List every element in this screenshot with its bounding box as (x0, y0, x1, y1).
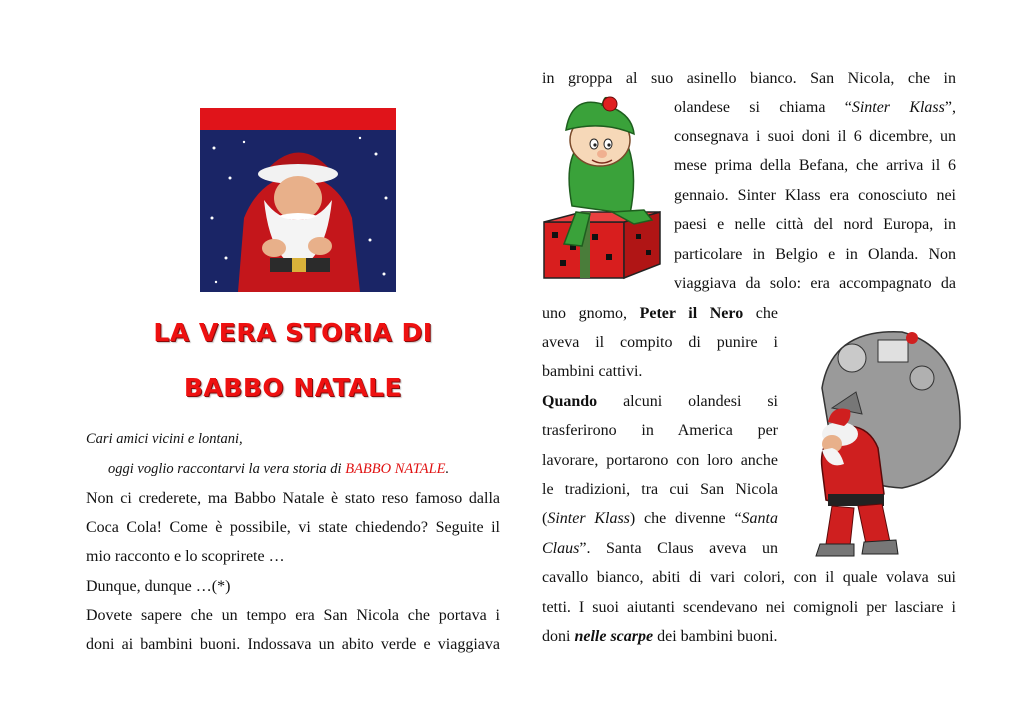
left-line: Non ci crederete, ma Babbo Natale è stato reso famoso dalla (86, 490, 500, 507)
right-line-17-b: ”. Santa Claus aveva un (579, 540, 778, 557)
right-line-9 (542, 299, 778, 328)
right-line-4: mese prima della Befana, che arriva il 6 (674, 157, 956, 174)
right-line-6: paesi e nelle città del nord Europa, in (674, 216, 956, 233)
elf-on-gift-image (542, 94, 662, 286)
right-line-5: gennaio. Sinter Klass era conosciuto nei (674, 187, 956, 204)
left-body-text (86, 484, 500, 659)
intro-lead-suffix: . (445, 461, 450, 477)
right-line-1: in groppa al suo asinello bianco. San Nicola, che in (542, 70, 956, 87)
left-line: Dunque, dunque …(*) (86, 577, 231, 595)
right-line-20 (542, 622, 956, 651)
right-line-12 (542, 387, 778, 416)
right-line-8: viaggiava da solo: era accompagnato da (674, 275, 956, 292)
right-line-10: aveva il compito di punire i (542, 334, 778, 351)
right-line-18: cavallo bianco, abiti di vari colori, con il quale volava sui (542, 569, 956, 586)
right-line-16-italic: Sinter Klass (547, 510, 630, 527)
santa-portrait-image (200, 108, 396, 292)
right-line-12-c: alcuni olandesi si (597, 393, 778, 410)
intro-lead (108, 455, 500, 484)
right-line-16-a: ( (542, 510, 548, 527)
right-line-20-c: dei bambini buoni. (653, 628, 778, 645)
right-line-17-italic: Claus (542, 540, 580, 557)
left-line: doni ai bambini buoni. Indossava un abito verde e viaggiava (86, 636, 500, 654)
right-line-2-a: olandese si chiama “ (674, 99, 852, 116)
right-line-16-b: ) che divenne “ (629, 510, 742, 527)
santa-with-sack-image (792, 318, 970, 564)
intro-greeting: Cari amici vicini e lontani, (86, 431, 243, 447)
right-line-9-a: uno gnomo, (542, 305, 640, 322)
right-line-2-b: ”, (944, 99, 956, 116)
right-line-17 (542, 534, 778, 563)
right-line-16 (542, 504, 778, 533)
right-column (542, 0, 956, 725)
right-line-2 (674, 93, 956, 122)
right-line-2-italic: Sinter Klass (851, 99, 945, 116)
right-line-11: bambini cattivi. (542, 363, 643, 380)
right-line-19: tetti. I suoi aiutanti scendevano nei comignoli per lasciare i (542, 599, 956, 616)
left-line: mio racconto e lo scoprirete … (86, 548, 285, 566)
left-line: Dovete sapere che un tempo era San Nicola che portava i (86, 606, 500, 624)
title-line-1: LA VERA STORIA DI (153, 318, 433, 347)
right-line-15: le tradizioni, tra cui San Nicola (542, 481, 778, 498)
right-line-13: trasferirono in America per (542, 422, 778, 439)
right-line-7: particolare in Belgio e in Olanda. Non (674, 246, 956, 263)
right-line-16-italic-2: Santa (741, 510, 778, 527)
right-line-20-a: doni (542, 628, 575, 645)
title-line-2: BABBO NATALE (183, 373, 403, 402)
right-line-9-c: che (743, 305, 778, 322)
intro-lead-prefix: oggi voglio raccontarvi la vera storia di (108, 461, 346, 477)
left-line: Coca Cola! Come è possibile, vi state chiedendo? Seguite il (86, 519, 500, 537)
right-line-12-bold: Quando (542, 393, 598, 410)
right-line-9-bold: Peter il Nero (639, 305, 744, 322)
right-line-14: lavorare, portarono con loro anche (542, 452, 778, 469)
intro-lead-highlight: BABBO NATALE (345, 461, 446, 477)
right-line-3: consegnava i suoi doni il 6 dicembre, un (674, 128, 956, 145)
right-line-20-bold-italic: nelle scarpe (574, 628, 654, 645)
